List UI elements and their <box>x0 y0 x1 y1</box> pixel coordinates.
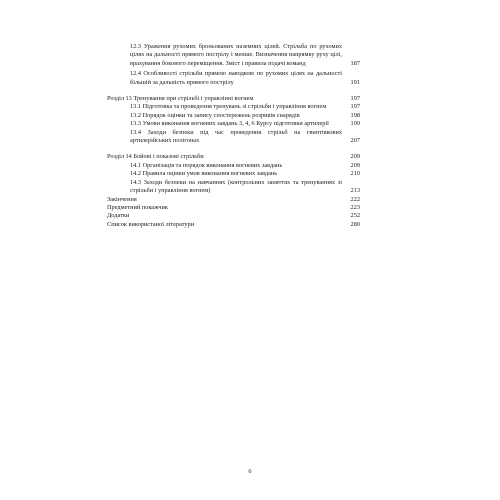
toc-entry <box>107 103 360 111</box>
toc-entry-text: 12.3 Ураження рухомих броньованих наземних цілей. Стрільба по рухомих цілях на дальності прямого пострілу і менше. Визначення напрямку руху цілі, врахування бокового переміщення. Зміст і правила подачі команд <box>130 43 342 67</box>
toc-chapter-title: Закінчення <box>107 195 137 203</box>
toc-entry <box>107 120 360 128</box>
toc-entry-text: 13.1 Підготовка та проведення тренувань зі стрільби і управління вогнем <box>130 103 327 111</box>
toc-entry-page: 191 <box>350 78 360 86</box>
toc-chapter-page: 223 <box>350 203 360 211</box>
toc-entry <box>107 162 360 170</box>
toc-chapter-title: Предметний покажчик <box>107 203 168 211</box>
toc-entry-page: 198 <box>350 111 360 119</box>
toc-entry-text: 12.4 Особливості стрільби прямою наводкою по рухомих цілях на дальності більшій за дальність прямого пострілу <box>130 70 342 86</box>
toc-entry-text: 14.1 Організація та порядок виконання вогневих завдань <box>130 161 283 169</box>
toc-chapter-title: Додатки <box>107 212 130 220</box>
toc-entry <box>107 179 360 196</box>
toc-entry-text: 13.4 Заходи безпеки під час проведення стрільб на гвинтівкових артилерійських полігонах <box>130 128 342 145</box>
page-number: 6 <box>248 468 252 475</box>
toc-entry-text: 13.3 Умови виконання вогневих завдань 3, 4, 6 Курсу підготовки артилерії <box>130 120 329 128</box>
toc-chapter-page: 197 <box>350 95 360 103</box>
toc-entry <box>107 43 360 68</box>
toc-entry <box>107 112 360 120</box>
toc-entry-page: 197 <box>350 103 360 111</box>
toc-chapter-title: Список використаної літератури <box>107 220 195 228</box>
toc-entry <box>107 170 360 178</box>
toc-entry-page: 199 <box>350 120 360 128</box>
toc-entry <box>107 129 360 146</box>
toc-entry-page: 187 <box>350 59 360 67</box>
toc-entry <box>107 70 360 87</box>
toc-chapter-title: Розділ 14 Бойові і показові стрільби <box>107 153 204 161</box>
toc-entry-text: 14.3 Заходи безпеки на навчаннях (контрольних заняттях та тренуваннях зі стрільби і управління вогнем) <box>130 178 342 195</box>
toc-chapter-page: 209 <box>350 153 360 161</box>
toc-entry-text: 14.2 Правила оцінки умов виконання вогневих завдань <box>130 170 278 178</box>
toc-entry-page: 207 <box>350 137 360 145</box>
toc-entry-text: 13.2 Порядок оцінки та запису спостережень розривів снарядів <box>130 111 300 119</box>
toc-chapter <box>107 221 360 229</box>
toc-entry-page: 210 <box>350 170 360 178</box>
toc-chapter-title: Розділ 13 Тренування при стрільбі і управлінні вогнем <box>107 95 254 103</box>
toc-chapter <box>107 204 360 212</box>
toc-chapter <box>107 153 360 161</box>
toc-chapter <box>107 212 360 220</box>
toc-chapter-page: 222 <box>350 195 360 203</box>
toc-chapter-page: 280 <box>350 220 360 228</box>
toc-entry-page: 209 <box>350 161 360 169</box>
toc-chapter <box>107 196 360 204</box>
table-of-contents <box>107 43 360 229</box>
toc-chapter-page: 252 <box>350 212 360 220</box>
toc-entry-page: 213 <box>350 187 360 195</box>
toc-chapter <box>107 95 360 103</box>
